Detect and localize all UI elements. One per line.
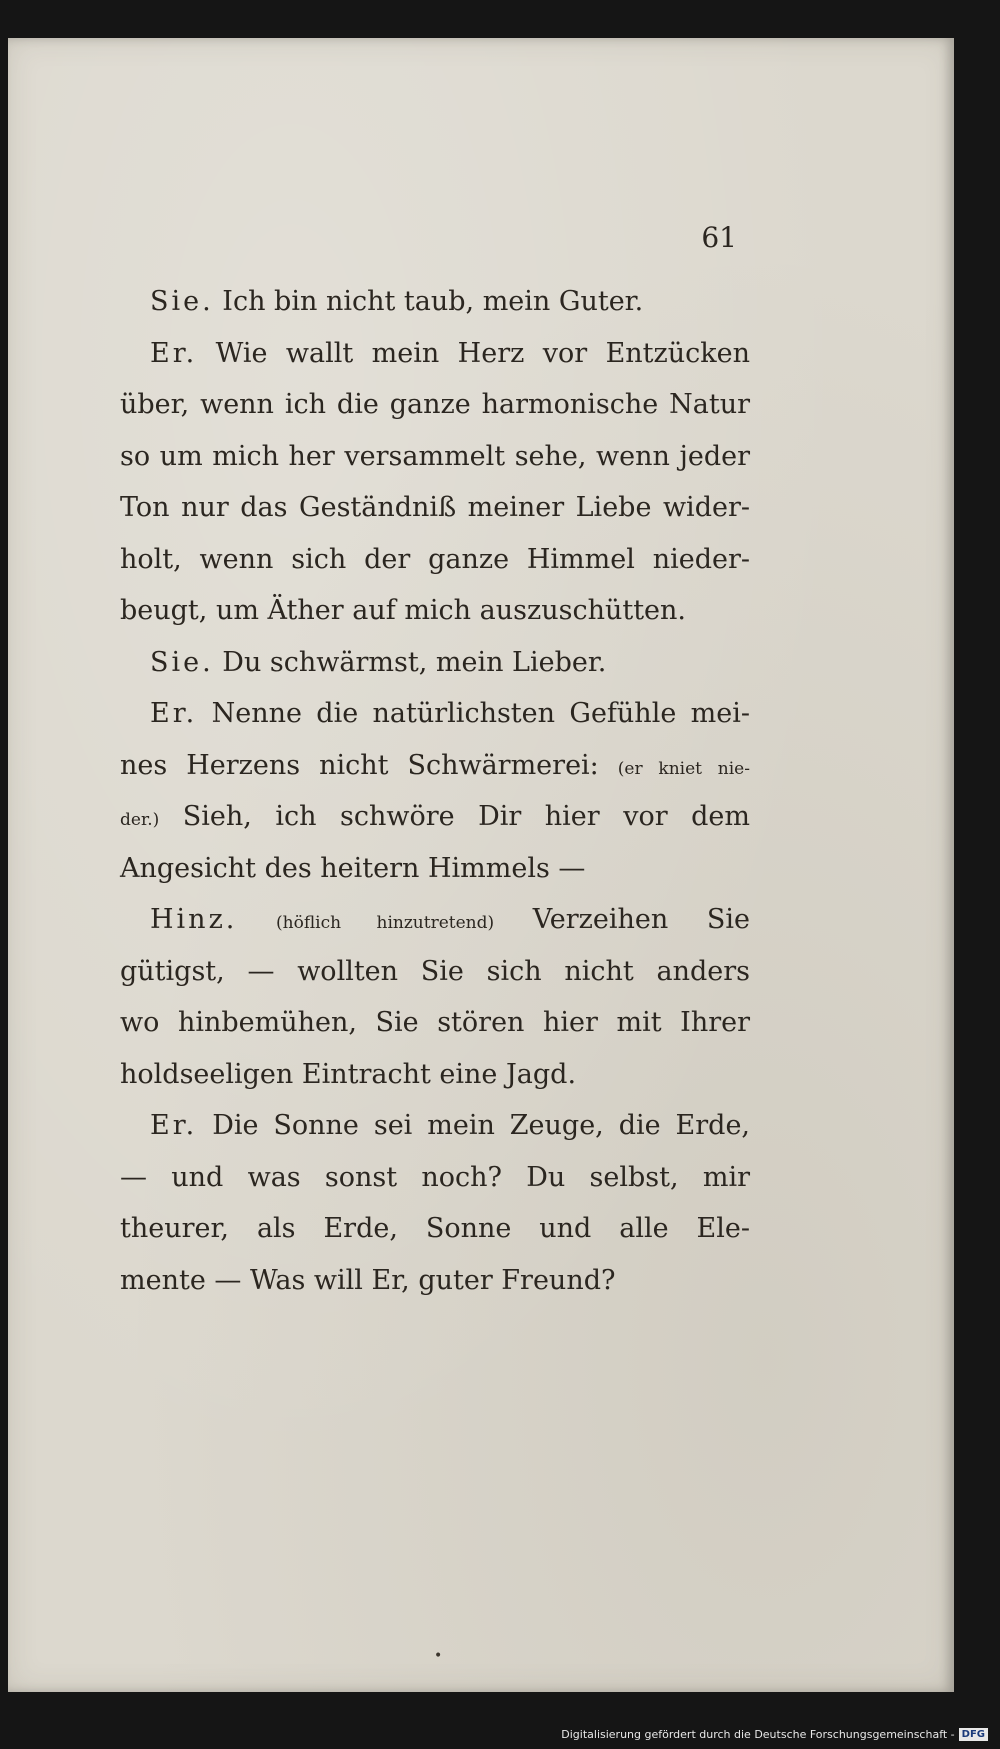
text-line xyxy=(120,843,750,895)
text-line xyxy=(120,482,750,534)
line-text: Die Sonne sei mein Zeuge, die Erde, xyxy=(212,1110,751,1141)
line-text: theurer, als Erde, Sonne und alle Ele- xyxy=(120,1213,750,1244)
stage-direction: der.) xyxy=(120,810,160,830)
speaker-name: Hinz. xyxy=(150,904,238,935)
text-block xyxy=(120,276,750,1306)
text-line xyxy=(120,791,750,843)
line-text: Verzeihen Sie xyxy=(532,904,750,935)
line-text: holdseeligen Eintracht eine Jagd. xyxy=(120,1058,577,1090)
text-line xyxy=(120,585,750,637)
speaker-name: Sie. xyxy=(150,646,214,678)
text-line xyxy=(120,1100,750,1152)
text-line xyxy=(120,276,750,328)
text-line xyxy=(120,997,750,1049)
text-line xyxy=(120,1255,750,1307)
text-line xyxy=(120,688,750,740)
text-line xyxy=(120,328,750,380)
line-text: über, wenn ich die ganze harmonische Natur xyxy=(120,389,750,420)
line-text: beugt, um Äther auf mich auszuschütten. xyxy=(120,595,687,626)
line-text: Angesicht des heitern Himmels — xyxy=(120,852,586,884)
digitization-credit xyxy=(561,1723,988,1745)
speaker-name: Er. xyxy=(150,337,198,369)
speaker-name: Er. xyxy=(150,698,198,729)
line-text: mente — Was will Er, guter Freund? xyxy=(120,1264,616,1296)
text-line xyxy=(120,431,750,483)
page-number: 61 xyxy=(701,221,737,254)
line-text: Ton nur das Geständniß meiner Liebe wider- xyxy=(120,492,750,523)
stage-direction: (er kniet nie- xyxy=(617,758,750,779)
speaker-name: Er. xyxy=(150,1110,198,1141)
line-text: wo hinbemühen, Sie stören hier mit Ihrer xyxy=(120,1007,750,1038)
line-text: holt, wenn sich der ganze Himmel nieder- xyxy=(120,543,750,575)
credit-text: Digitalisierung gefördert durch die Deutsche Forschungsgemeinschaft - xyxy=(561,1727,955,1741)
book-page xyxy=(8,38,954,1692)
line-text: Nenne die natürlichsten Gefühle mei- xyxy=(211,698,750,729)
stage-direction: (höflich hinzutretend) xyxy=(276,913,495,933)
line-text: gütigst, — wollten Sie sich nicht anders xyxy=(120,955,750,987)
text-line xyxy=(120,740,750,792)
line-text: Ich bin nicht taub, mein Guter. xyxy=(222,286,644,317)
text-line xyxy=(120,637,750,689)
text-line xyxy=(120,894,750,946)
text-line xyxy=(120,379,750,431)
dfg-logo-icon: DFG xyxy=(959,1728,988,1741)
line-text: Sieh, ich schwöre Dir hier vor dem xyxy=(182,801,750,832)
speaker-name: Sie. xyxy=(150,286,214,317)
line-text: so um mich her versammelt sehe, wenn jeder xyxy=(120,440,750,472)
line-text: — und was sonst noch? Du selbst, mir xyxy=(120,1161,750,1193)
text-line xyxy=(120,534,750,586)
text-line xyxy=(120,1203,750,1255)
text-line xyxy=(120,1049,750,1101)
line-text: Wie wallt mein Herz vor Entzücken xyxy=(215,337,750,369)
text-line xyxy=(120,946,750,998)
bottom-mark: • xyxy=(434,1648,443,1664)
text-line xyxy=(120,1152,750,1204)
line-text: Du schwärmst, mein Lieber. xyxy=(222,646,607,678)
line-text: nes Herzens nicht Schwärmerei: xyxy=(120,749,599,781)
